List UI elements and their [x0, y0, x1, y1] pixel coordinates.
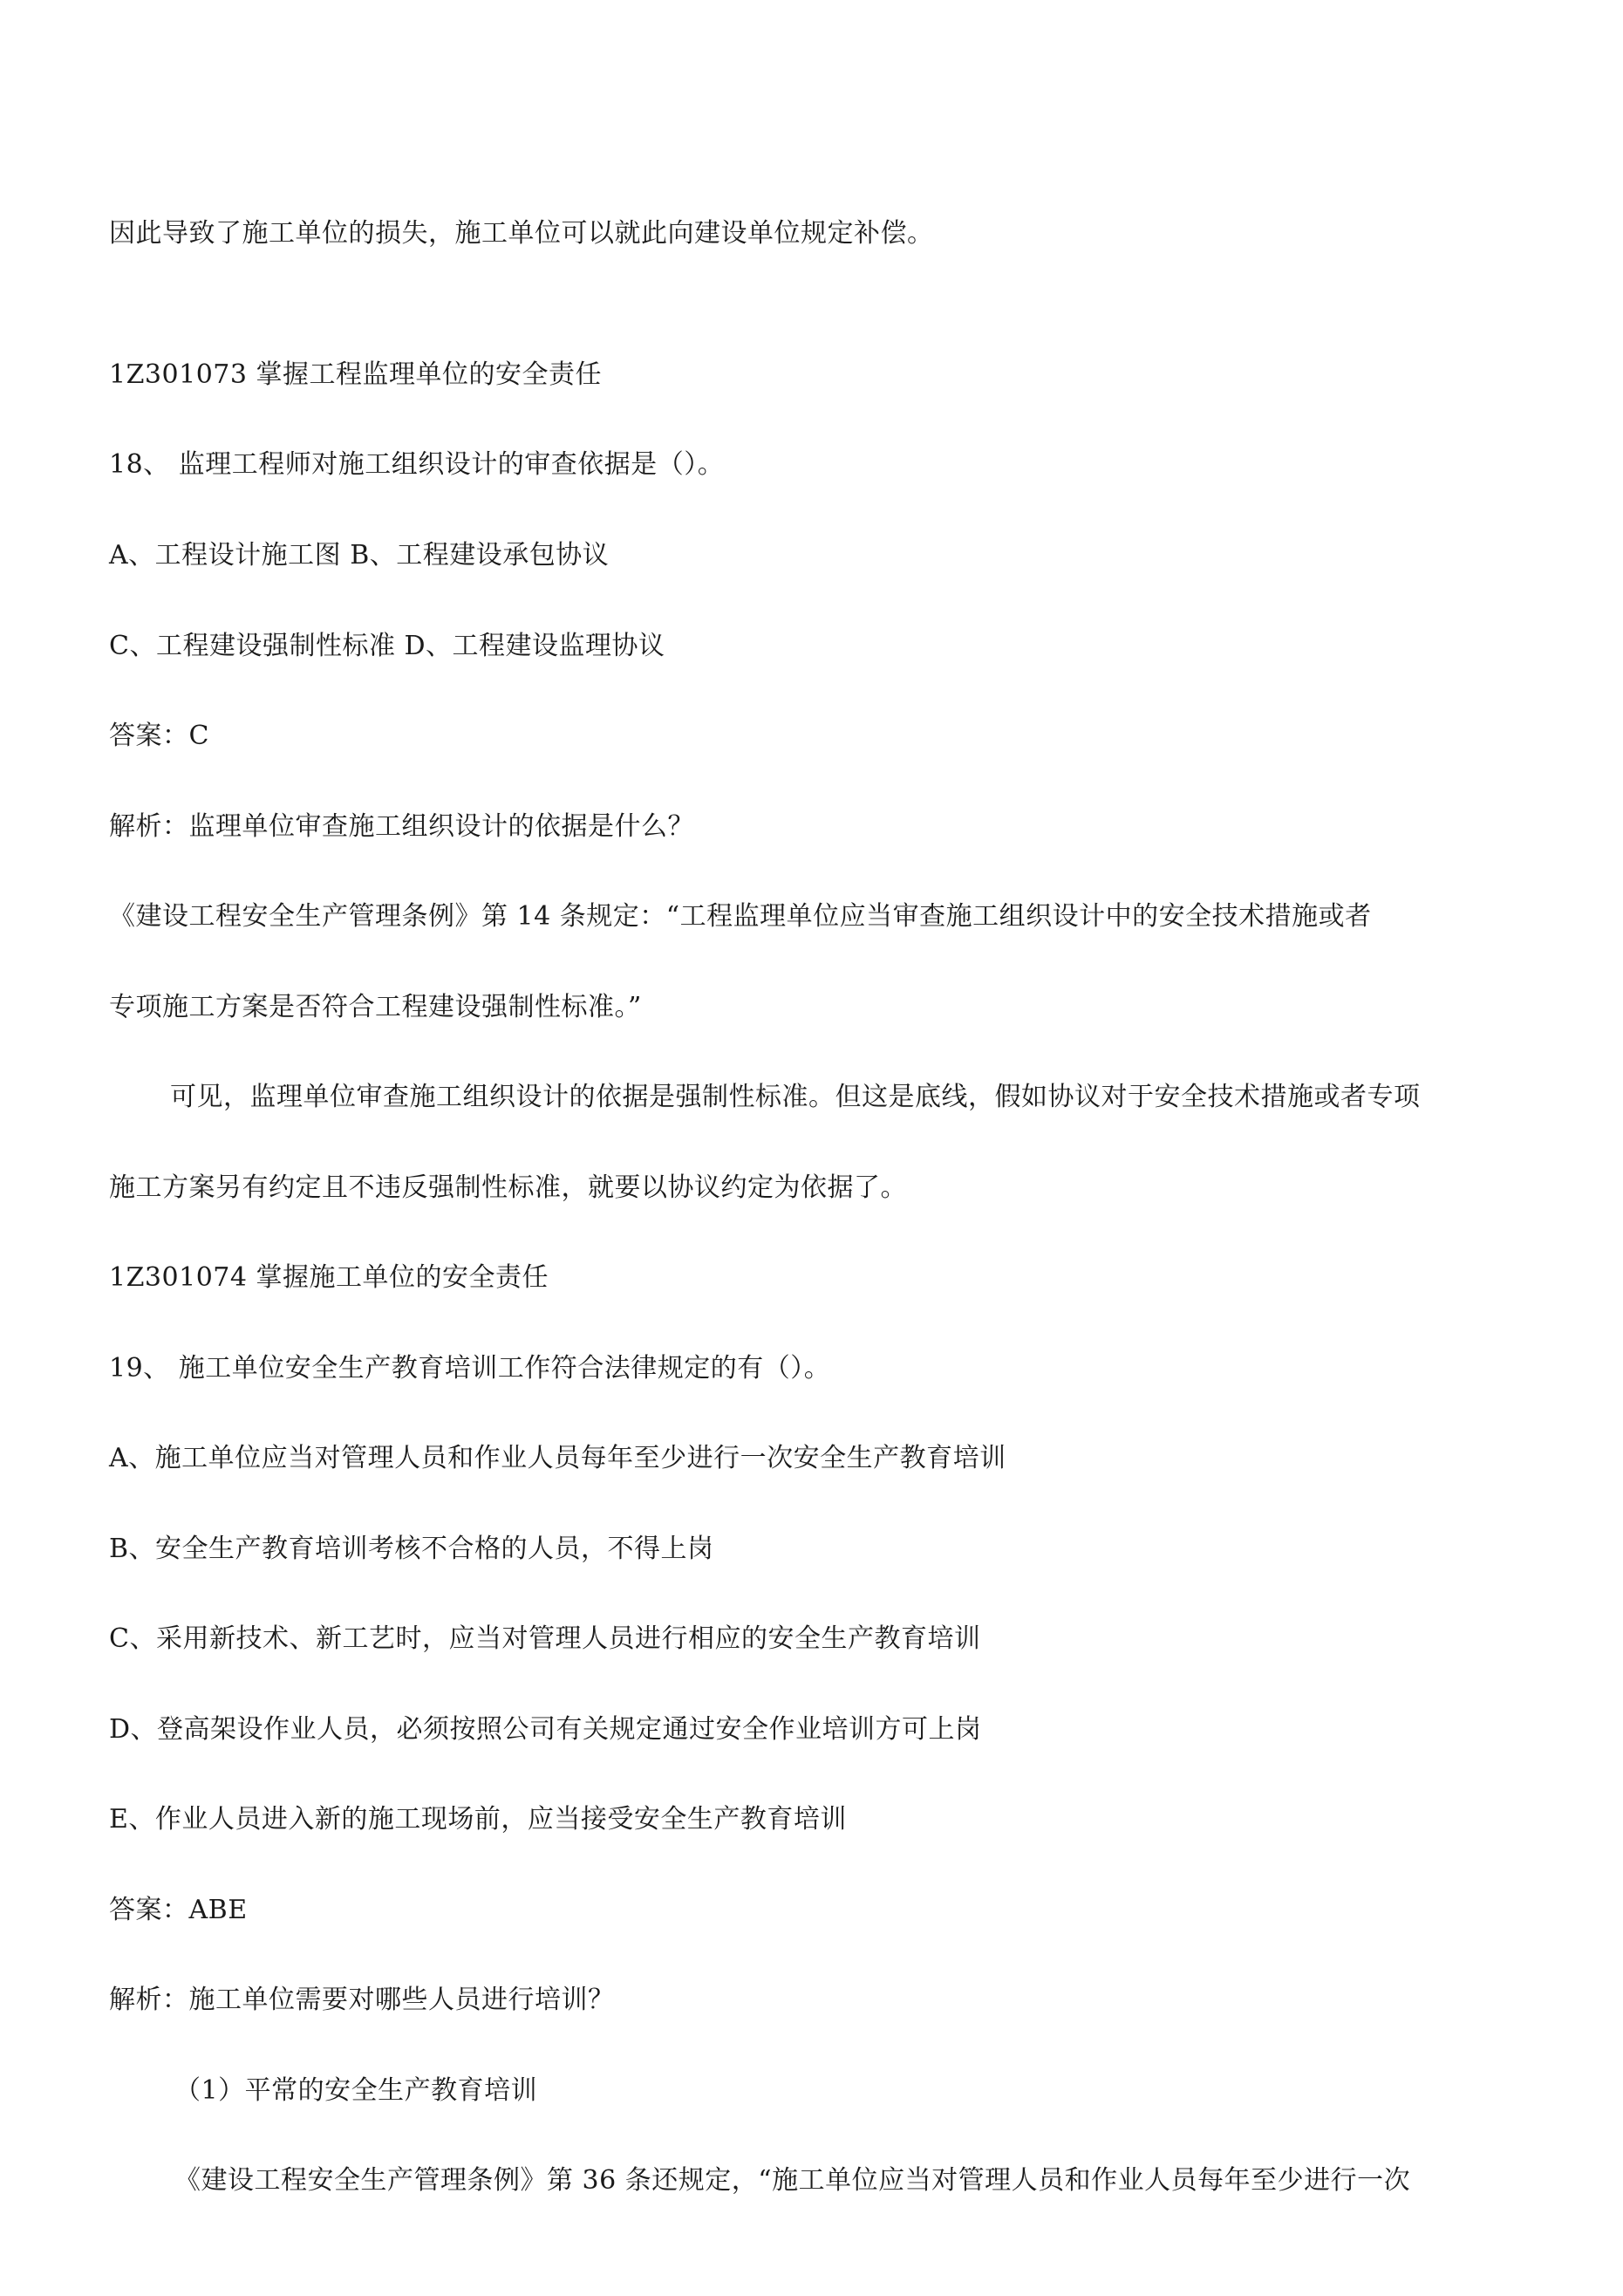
option-line: C、工程建设强制性标准 D、工程建设监理协议: [109, 631, 665, 661]
paragraph-line: 可见，监理单位审查施工组织设计的依据是强制性标准。但这是底线，假如协议对于安全技术措施或者专项: [170, 1082, 1421, 1112]
analysis-line: 解析：监理单位审查施工组织设计的依据是什么？: [109, 811, 694, 842]
paragraph-line: 《建设工程安全生产管理条例》第 14 条规定：“工程监理单位应当审查施工组织设计中的安全技术措施或者: [109, 901, 1372, 932]
option-line: D、登高架设作业人员，必须按照公司有关规定通过安全作业培训方可上岗: [109, 1714, 982, 1745]
option-line: A、工程设计施工图 B、工程建设承包协议: [109, 540, 610, 571]
section-heading: 1Z301073 掌握工程监理单位的安全责任: [109, 359, 602, 390]
paragraph-line: 因此导致了施工单位的损失，施工单位可以就此向建设单位规定补偿。: [109, 218, 934, 249]
sub-heading: （1）平常的安全生产教育培训: [174, 2075, 538, 2106]
option-line: C、采用新技术、新工艺时，应当对管理人员进行相应的安全生产教育培训: [109, 1623, 981, 1654]
analysis-line: 解析：施工单位需要对哪些人员进行培训？: [109, 1985, 615, 2015]
question-19: 19、 施工单位安全生产教育培训工作符合法律规定的有（）。: [109, 1353, 831, 1384]
answer-line: 答案：C: [109, 721, 209, 751]
option-line: B、安全生产教育培训考核不合格的人员，不得上岗: [109, 1534, 714, 1564]
option-line: A、施工单位应当对管理人员和作业人员每年至少进行一次安全生产教育培训: [109, 1443, 1006, 1473]
paragraph-line: 施工方案另有约定且不违反强制性标准，就要以协议约定为依据了。: [109, 1172, 907, 1203]
paragraph-line: 《建设工程安全生产管理条例》第 36 条还规定，“施工单位应当对管理人员和作业人员每年至少进行一次: [174, 2165, 1411, 2196]
section-heading: 1Z301074 掌握施工单位的安全责任: [109, 1262, 549, 1293]
question-18: 18、 监理工程师对施工组织设计的审查依据是（）。: [109, 449, 725, 480]
option-line: E、作业人员进入新的施工现场前，应当接受安全生产教育培训: [109, 1804, 847, 1835]
paragraph-line: 专项施工方案是否符合工程建设强制性标准。”: [109, 992, 642, 1022]
answer-line: 答案：ABE: [109, 1895, 248, 1925]
